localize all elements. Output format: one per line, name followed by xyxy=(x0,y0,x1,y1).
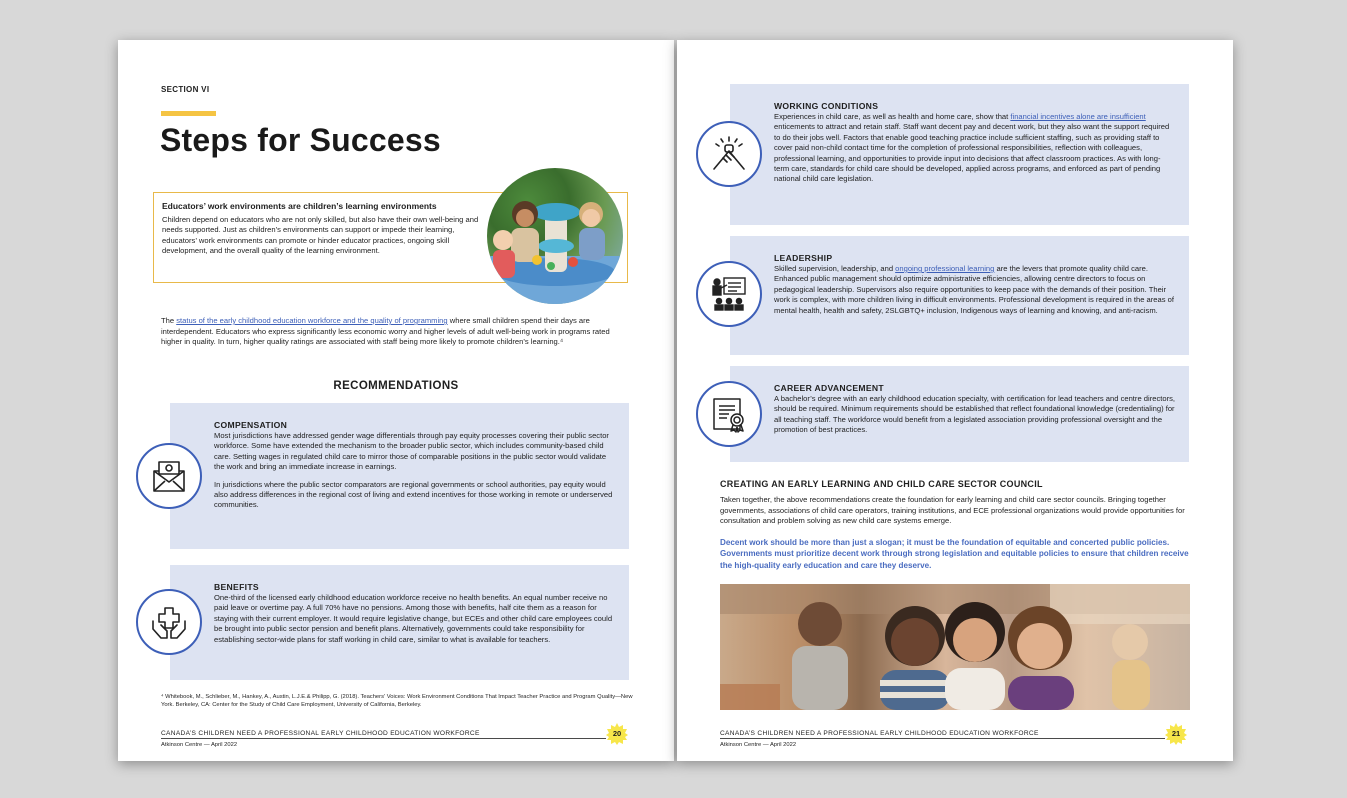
intro-paragraph xyxy=(161,316,631,348)
working-conditions-icon-circle xyxy=(696,121,762,187)
working-conditions-text-end: enticements to attract and retain staff. Staff want decent pay and decent work, but they also want the support required to do their jobs well. Factors that enable good teaching practice include sufficient staffing, such as providing staff to cover paid non-child contact time for the completion of professional responsibilities, reflection with colleagues, professional learning, and opportunities to provide input into decisions that affect classroom practices. As with long-term care, standards for child care should be developed, applied across programs, and enforced as part of pending national child care legislation. xyxy=(774,122,1170,184)
working-conditions-text-start: Experiences in child care, as well as health and home care, show that xyxy=(774,112,1011,121)
children-smiling-photo xyxy=(720,584,1190,710)
footer-subtitle: Atkinson Centre — April 2022 xyxy=(161,742,238,748)
intro-text-start: The xyxy=(161,316,177,325)
footer-title: CANADA’S CHILDREN NEED A PROFESSIONAL EARLY CHILDHOOD EDUCATION WORKFORCE xyxy=(161,730,480,737)
children-playing-photo xyxy=(487,168,623,304)
right-page xyxy=(677,40,1233,761)
compensation-text-1: Most jurisdictions have addressed gender wage differentials through pay equity processes covering their public sector workforce. Some have extended the mechanism to the broader public sector, which includes community-based child care. Setting wages in regulated child care to mirror those of comparable positions in the public sector would validate the work and bring an immediate increase in earnings. xyxy=(214,431,609,472)
leadership-text-start: Skilled supervision, leadership, and xyxy=(774,264,896,273)
page-number-badge xyxy=(606,723,628,745)
handshake-icon xyxy=(710,135,748,173)
footer-divider xyxy=(720,738,1165,739)
compensation-title: COMPENSATION xyxy=(214,420,288,430)
career-advancement-icon-circle xyxy=(696,381,762,447)
working-conditions-box xyxy=(730,84,1189,225)
benefits-title: BENEFITS xyxy=(214,582,259,592)
footer-subtitle: Atkinson Centre — April 2022 xyxy=(720,742,797,748)
workforce-status-link[interactable]: status of the early childhood education workforce and the quality of programming xyxy=(176,316,448,325)
career-advancement-text: A bachelor’s degree with an early childhood education specialty, with certification for lead teachers and centre directors, should be required. Minimum requirements should be established that reflect foundational knowledge (credentialing) for all teaching staff. The workforce would benefit from a legislated association providing professional oversight and the promotion of best practices. xyxy=(774,394,1176,435)
council-emphasis: Decent work should be more than just a slogan; it must be the foundation of equitable and concerted public policies. Governments must prioritize decent work through strong legislation and equitable policies to ensure that children receive the high-quality early education and care they deserve. xyxy=(720,538,1189,570)
title-accent-bar xyxy=(161,111,216,116)
benefits-icon-circle xyxy=(136,589,202,655)
council-title: CREATING AN EARLY LEARNING AND CHILD CARE SECTOR COUNCIL xyxy=(720,479,1043,489)
council-text: Taken together, the above recommendations create the foundation for early learning and child care sector councils. Bringing together governments, associations of child care operators, training institutions, and ECE professional organizations would provide opportunities for consultation and problem solving as new child care systems emerge. xyxy=(720,495,1185,526)
left-page xyxy=(118,40,674,761)
page-number-badge xyxy=(1165,723,1187,745)
compensation-box xyxy=(170,403,629,549)
recommendations-heading: RECOMMENDATIONS xyxy=(333,380,459,392)
envelope-money-icon xyxy=(150,457,188,495)
working-conditions-title: WORKING CONDITIONS xyxy=(774,101,879,111)
professional-learning-link[interactable]: ongoing professional learning xyxy=(895,264,995,273)
leadership-box xyxy=(730,236,1189,355)
page-title: Steps for Success xyxy=(160,122,441,158)
footer-divider xyxy=(161,738,606,739)
leadership-title: LEADERSHIP xyxy=(774,253,833,263)
financial-incentives-link[interactable]: financial incentives alone are insufficient xyxy=(1010,112,1146,121)
career-advancement-title: CAREER ADVANCEMENT xyxy=(774,383,884,393)
footnote: ⁴ Whitebook, M., Schlieber, M., Hankey, A., Austin, L.J.E.& Philipp, G. (2018). Teachers' Voices: Work Environment Conditions That Impact Teacher Practice and Program Quality—New York. Berkeley, CA: Center for the Study of Child Care Employment, University of California, Berkeley. xyxy=(161,694,633,708)
leadership-text-end: are the levers that promote quality child care. Enhanced public management should optimize administrative efficiencies, allowing centre directors to focus on pedagogical leadership. Supervisors also require opportunities to keep pace with the demands of their position. Their work is complex, with more children living in difficult environments. Professional development is required in the areas of mental health, health and safety, 2SLGBTQ+ inclusion, Indigenous ways of learning and knowing, and anti-racism. xyxy=(774,264,1174,315)
benefits-box xyxy=(170,565,629,680)
certificate-icon xyxy=(710,395,748,433)
compensation-text-2: In jurisdictions where the public sector comparators are regional governments or school authorities, pay equity would also address differences in the regional cost of living and extend incentives for those working in remote or underserved communities. xyxy=(214,479,613,510)
hands-medical-cross-icon xyxy=(150,603,188,641)
benefits-text: One-third of the licensed early childhood education workforce receive no health benefits. An equal number receive no paid leave or overtime pay. A full 70% have no pensions. Among those with benefits, half cite them as a reason for staying with their current employer. It would require legislative change, but ECEs and other child care employees could be brought into public sector pension and benefit plans. Alternatively, governments could take responsibility for establishing sector-wide plans for staff working in child care, similar to what is available for teachers. xyxy=(214,593,613,644)
compensation-icon-circle xyxy=(136,443,202,509)
footer-title: CANADA’S CHILDREN NEED A PROFESSIONAL EARLY CHILDHOOD EDUCATION WORKFORCE xyxy=(720,730,1039,737)
working-conditions-text xyxy=(774,112,1175,185)
page-number: 20 xyxy=(612,729,622,738)
callout-text: Children depend on educators who are not only skilled, but also have their own well-being and needs supported. Just as children’s environments can support or impede their learning, educators’ work environments can promote or hinder educator practices, ongoing skill development, and the overall quality of the learning environment. xyxy=(162,215,479,256)
leadership-text xyxy=(774,264,1175,316)
leadership-icon-circle xyxy=(696,261,762,327)
career-advancement-box xyxy=(730,366,1189,462)
section-label: SECTION VI xyxy=(161,85,210,94)
page-number: 21 xyxy=(1171,729,1181,738)
intro-text-end: where small children spend their days are interdependent. Educators who express significantly less economic worry and higher levels of adult well-being work in programs rated higher in quality. In turn, higher quality ratings are associated with staff being more likely to promote children’s learning.⁴ xyxy=(161,316,610,347)
presentation-leader-icon xyxy=(710,275,748,313)
callout-title: Educators’ work environments are children’s learning environments xyxy=(162,201,437,211)
